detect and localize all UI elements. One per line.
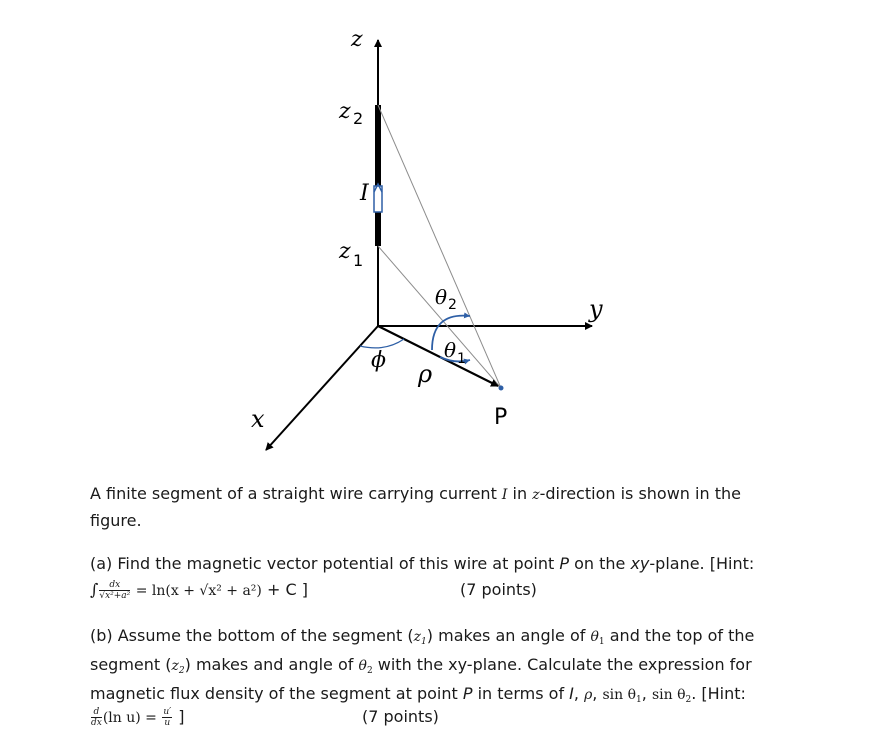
theta1-label: θ [444, 338, 457, 362]
part-b-current: I [569, 684, 574, 703]
hint-d-fraction [91, 707, 102, 728]
intro-text-3: -direction is shown in the figure. [90, 484, 741, 530]
part-a-paragraph [90, 551, 780, 577]
part-b-paragraph [90, 623, 780, 710]
intro-text-1: A finite segment of a straight wire carrying current [90, 484, 502, 503]
part-b-comma-2: , [592, 684, 603, 703]
x-axis [266, 326, 378, 450]
hint-frac-num: dx [99, 580, 130, 591]
hint-b-tail: ] [173, 707, 185, 726]
part-a-xy: xy [630, 554, 650, 573]
rho-label: ρ [418, 360, 433, 388]
part-b-theta2: θ [358, 658, 367, 674]
part-b-text-1: (b) Assume the bottom of the segment ( [90, 626, 414, 645]
part-b-rho: ρ [584, 687, 593, 703]
hint-ln-expression: ln(x + √x² + a²) [151, 583, 262, 599]
phi-arc [360, 339, 404, 348]
point-p-dot [499, 386, 504, 391]
part-b-z2-sub: 2 [178, 666, 185, 676]
intro-text-2: in [507, 484, 533, 503]
part-b-sin-theta2-sub: 2 [685, 695, 692, 705]
hint-d-den: dx [91, 718, 102, 728]
part-b-points: (7 points) [362, 707, 439, 726]
part-a-text-1: (a) Find the magnetic vector potential of this wire at point [90, 554, 560, 573]
intro-current-symbol: I [501, 487, 508, 503]
x-axis-label: x [251, 405, 265, 433]
part-b-sin-theta1-sub: 1 [636, 695, 642, 705]
z2-label: z [339, 99, 351, 124]
part-b-text-3: and the top of the segment ( [90, 626, 755, 674]
intro-paragraph [90, 481, 780, 534]
part-a-points: (7 points) [460, 580, 537, 599]
theta1-sub: 1 [457, 351, 466, 367]
part-b-text-5: with the xy-plane. Calculate the expression for magnetic flux density of the segment at point [90, 655, 752, 703]
theta2-label: θ [435, 285, 448, 309]
z1-sub: 1 [353, 251, 364, 270]
hint-u-fraction [162, 707, 172, 728]
part-a-text-2: on the [569, 554, 631, 573]
part-b-point: P [462, 684, 473, 703]
part-a-hint [90, 577, 780, 604]
part-a-point: P [559, 554, 569, 573]
part-b-text-2: ) makes an angle of [426, 626, 591, 645]
z2-sub: 2 [353, 109, 364, 128]
hint-ln-u: (ln u) = [102, 710, 162, 726]
integral-sign: ∫ [90, 580, 99, 599]
part-b-hint [90, 704, 780, 731]
line-z2-to-p [378, 105, 501, 388]
part-b-theta1: θ [590, 629, 599, 645]
z-axis-label: z [351, 27, 363, 52]
part-b-text-7: . [Hint: [691, 684, 746, 703]
intro-z-symbol: z [532, 487, 540, 503]
phi-label: ϕ [371, 348, 386, 373]
hint-equals: = [131, 583, 152, 599]
z1-label: z [339, 239, 351, 264]
hint-fraction [99, 580, 130, 601]
part-b-sin-theta1: sin θ [602, 687, 637, 703]
hint-tail: + C ] [261, 580, 308, 599]
part-a-text-3: -plane. [Hint: [649, 554, 755, 573]
y-axis-label: y [589, 295, 603, 323]
part-b-text-6: in terms of [472, 684, 570, 703]
point-p-label: P [494, 405, 508, 430]
part-b-comma-1: , [573, 684, 585, 703]
part-b-comma-3: , [641, 684, 652, 703]
hint-frac-den: √x²+a² [99, 591, 131, 601]
part-b-z2: z [171, 658, 179, 674]
line-z1-to-p [378, 246, 501, 388]
part-b-text-4: ) makes and angle of [184, 655, 359, 674]
current-label: I [360, 181, 369, 206]
rho-line [378, 326, 498, 386]
hint-u-num: u′ [163, 707, 172, 717]
hint-u-den: u [164, 718, 171, 728]
hint-d-num: d [91, 707, 102, 718]
part-b-theta1-sub: 1 [598, 637, 605, 647]
part-b-theta2-sub: 2 [366, 666, 373, 676]
part-b-sin-theta2: sin θ [651, 687, 686, 703]
part-b-z1: z [413, 629, 422, 645]
theta2-sub: 2 [448, 297, 457, 313]
part-b-z1-sub: 1 [421, 637, 427, 647]
